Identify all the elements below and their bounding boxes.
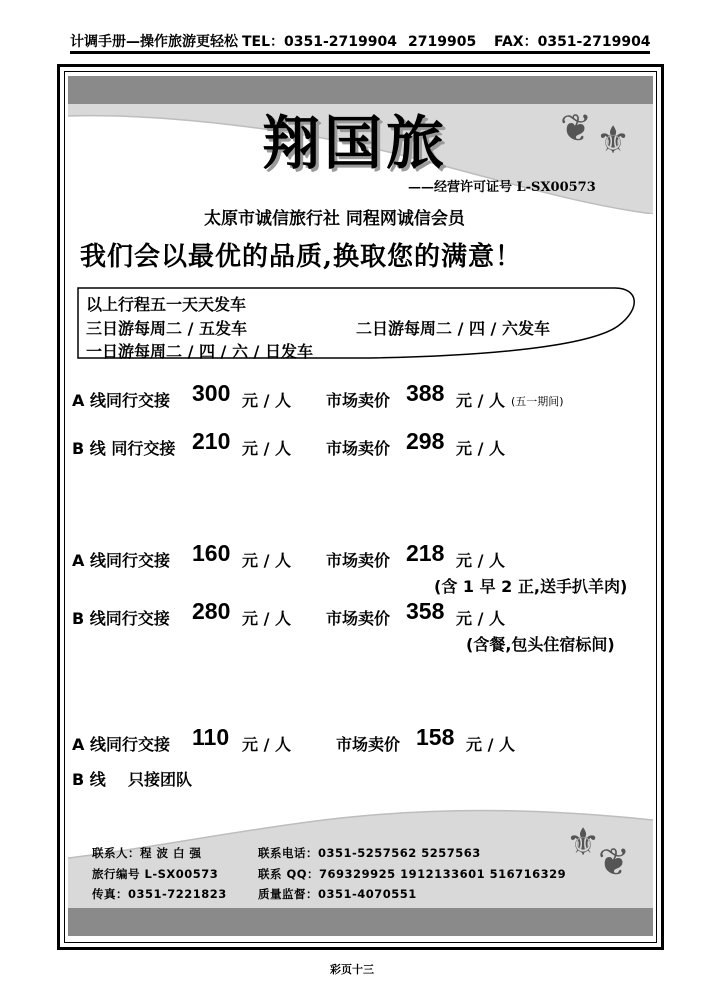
slogan: 我们会以最优的品质,换取您的满意！ xyxy=(80,242,523,272)
schedule-line-2a: 三日游每周二 / 五发车 xyxy=(86,319,247,338)
tour3-b-label: B 线 xyxy=(72,770,106,789)
tour1-a-label: A 线同行交接 xyxy=(72,391,170,410)
tour1-a-market-note: (五一期间) xyxy=(511,395,564,408)
tour2-b-market-unit: 元 / 人 xyxy=(456,609,505,628)
tour3-a-market-label: 市场卖价 xyxy=(336,735,401,754)
contact-phone: 联系电话：0351-5257562 5257563 xyxy=(258,846,481,860)
tour1-a-market-unit: 元 / 人 xyxy=(456,391,505,410)
header-fax: FAX：0351-2719904 xyxy=(494,34,651,50)
contact-person: 联系人：程 波 白 强 xyxy=(92,846,202,860)
contact-qq: 联系 QQ：769329925 1912133601 516716329 xyxy=(258,867,567,881)
schedule-line-1: 以上行程五一天天发车 xyxy=(86,295,247,314)
tour2-a-market-label: 市场卖价 xyxy=(326,551,391,570)
header-tagline: 计调手册—操作旅游更轻松 xyxy=(70,34,238,50)
tour3-a-label: A 线同行交接 xyxy=(72,735,170,754)
ornament-flourish-icon: ❦ xyxy=(560,106,592,150)
tour1-b-market-label: 市场卖价 xyxy=(326,439,391,458)
tour2-b-trade-unit: 元 / 人 xyxy=(242,609,291,628)
tour3-a-market-unit: 元 / 人 xyxy=(466,735,515,754)
tour2-b-note: (含餐,包头住宿标间) xyxy=(466,635,615,654)
tour3-b-note: 只接团队 xyxy=(128,770,193,789)
tour2-a-market-price: 218 xyxy=(406,540,445,566)
tour2-a-trade-unit: 元 / 人 xyxy=(242,551,291,570)
schedule-line-2b: 二日游每周二 / 四 / 六发车 xyxy=(356,319,550,338)
tour1-a-market-label: 市场卖价 xyxy=(326,391,391,410)
tour2-a-trade-price: 160 xyxy=(192,540,231,566)
page-number: 彩页十三 xyxy=(330,963,374,976)
tour3-a-trade-unit: 元 / 人 xyxy=(242,735,291,754)
ornament-flourish-icon: ❦ xyxy=(598,840,630,884)
tour1-a-market-price: 388 xyxy=(406,380,445,406)
tour2-a-label: A 线同行交接 xyxy=(72,551,170,570)
tour3-a-trade-price: 110 xyxy=(192,724,230,750)
tour2-b-label: B 线同行交接 xyxy=(72,609,170,628)
tour1-b-trade-unit: 元 / 人 xyxy=(242,439,291,458)
ornament-flourish-icon: ⚜ xyxy=(596,118,631,162)
header-tel: TEL：0351-2719904 xyxy=(242,34,397,50)
contact-supervision: 质量监督：0351-4070551 xyxy=(258,887,417,901)
tour2-b-market-label: 市场卖价 xyxy=(326,609,391,628)
bottom-gray-band xyxy=(68,908,653,936)
schedule-line-3: 一日游每周二 / 四 / 六 / 日发车 xyxy=(86,342,313,361)
tour1-b-market-unit: 元 / 人 xyxy=(456,439,505,458)
tour2-b-trade-price: 280 xyxy=(192,598,231,624)
license-number: ——经营许可证号 L-SX00573 xyxy=(408,180,596,195)
tour1-b-trade-price: 210 xyxy=(192,428,231,454)
brand-logo: 翔国旅 xyxy=(262,109,449,177)
tour1-b-label: B 线 同行交接 xyxy=(72,439,176,458)
tour3-a-market-price: 158 xyxy=(416,724,455,750)
tour1-a-trade-price: 300 xyxy=(192,380,231,406)
contact-travel-no: 旅行编号 L-SX00573 xyxy=(92,867,219,881)
agency-name: 太原市诚信旅行社 同程网诚信会员 xyxy=(204,209,465,229)
tour2-b-market-price: 358 xyxy=(406,598,445,624)
page-header xyxy=(70,32,650,54)
header-tel2: 2719905 xyxy=(408,34,477,50)
tour2-a-market-unit: 元 / 人 xyxy=(456,551,505,570)
tour2-a-note: (含 1 早 2 正,送手扒羊肉) xyxy=(434,577,628,596)
tour1-a-trade-unit: 元 / 人 xyxy=(242,391,291,410)
ornament-flourish-icon: ⚜ xyxy=(566,820,601,864)
tour1-b-market-price: 298 xyxy=(406,428,445,454)
contact-fax: 传真：0351-7221823 xyxy=(92,887,227,901)
